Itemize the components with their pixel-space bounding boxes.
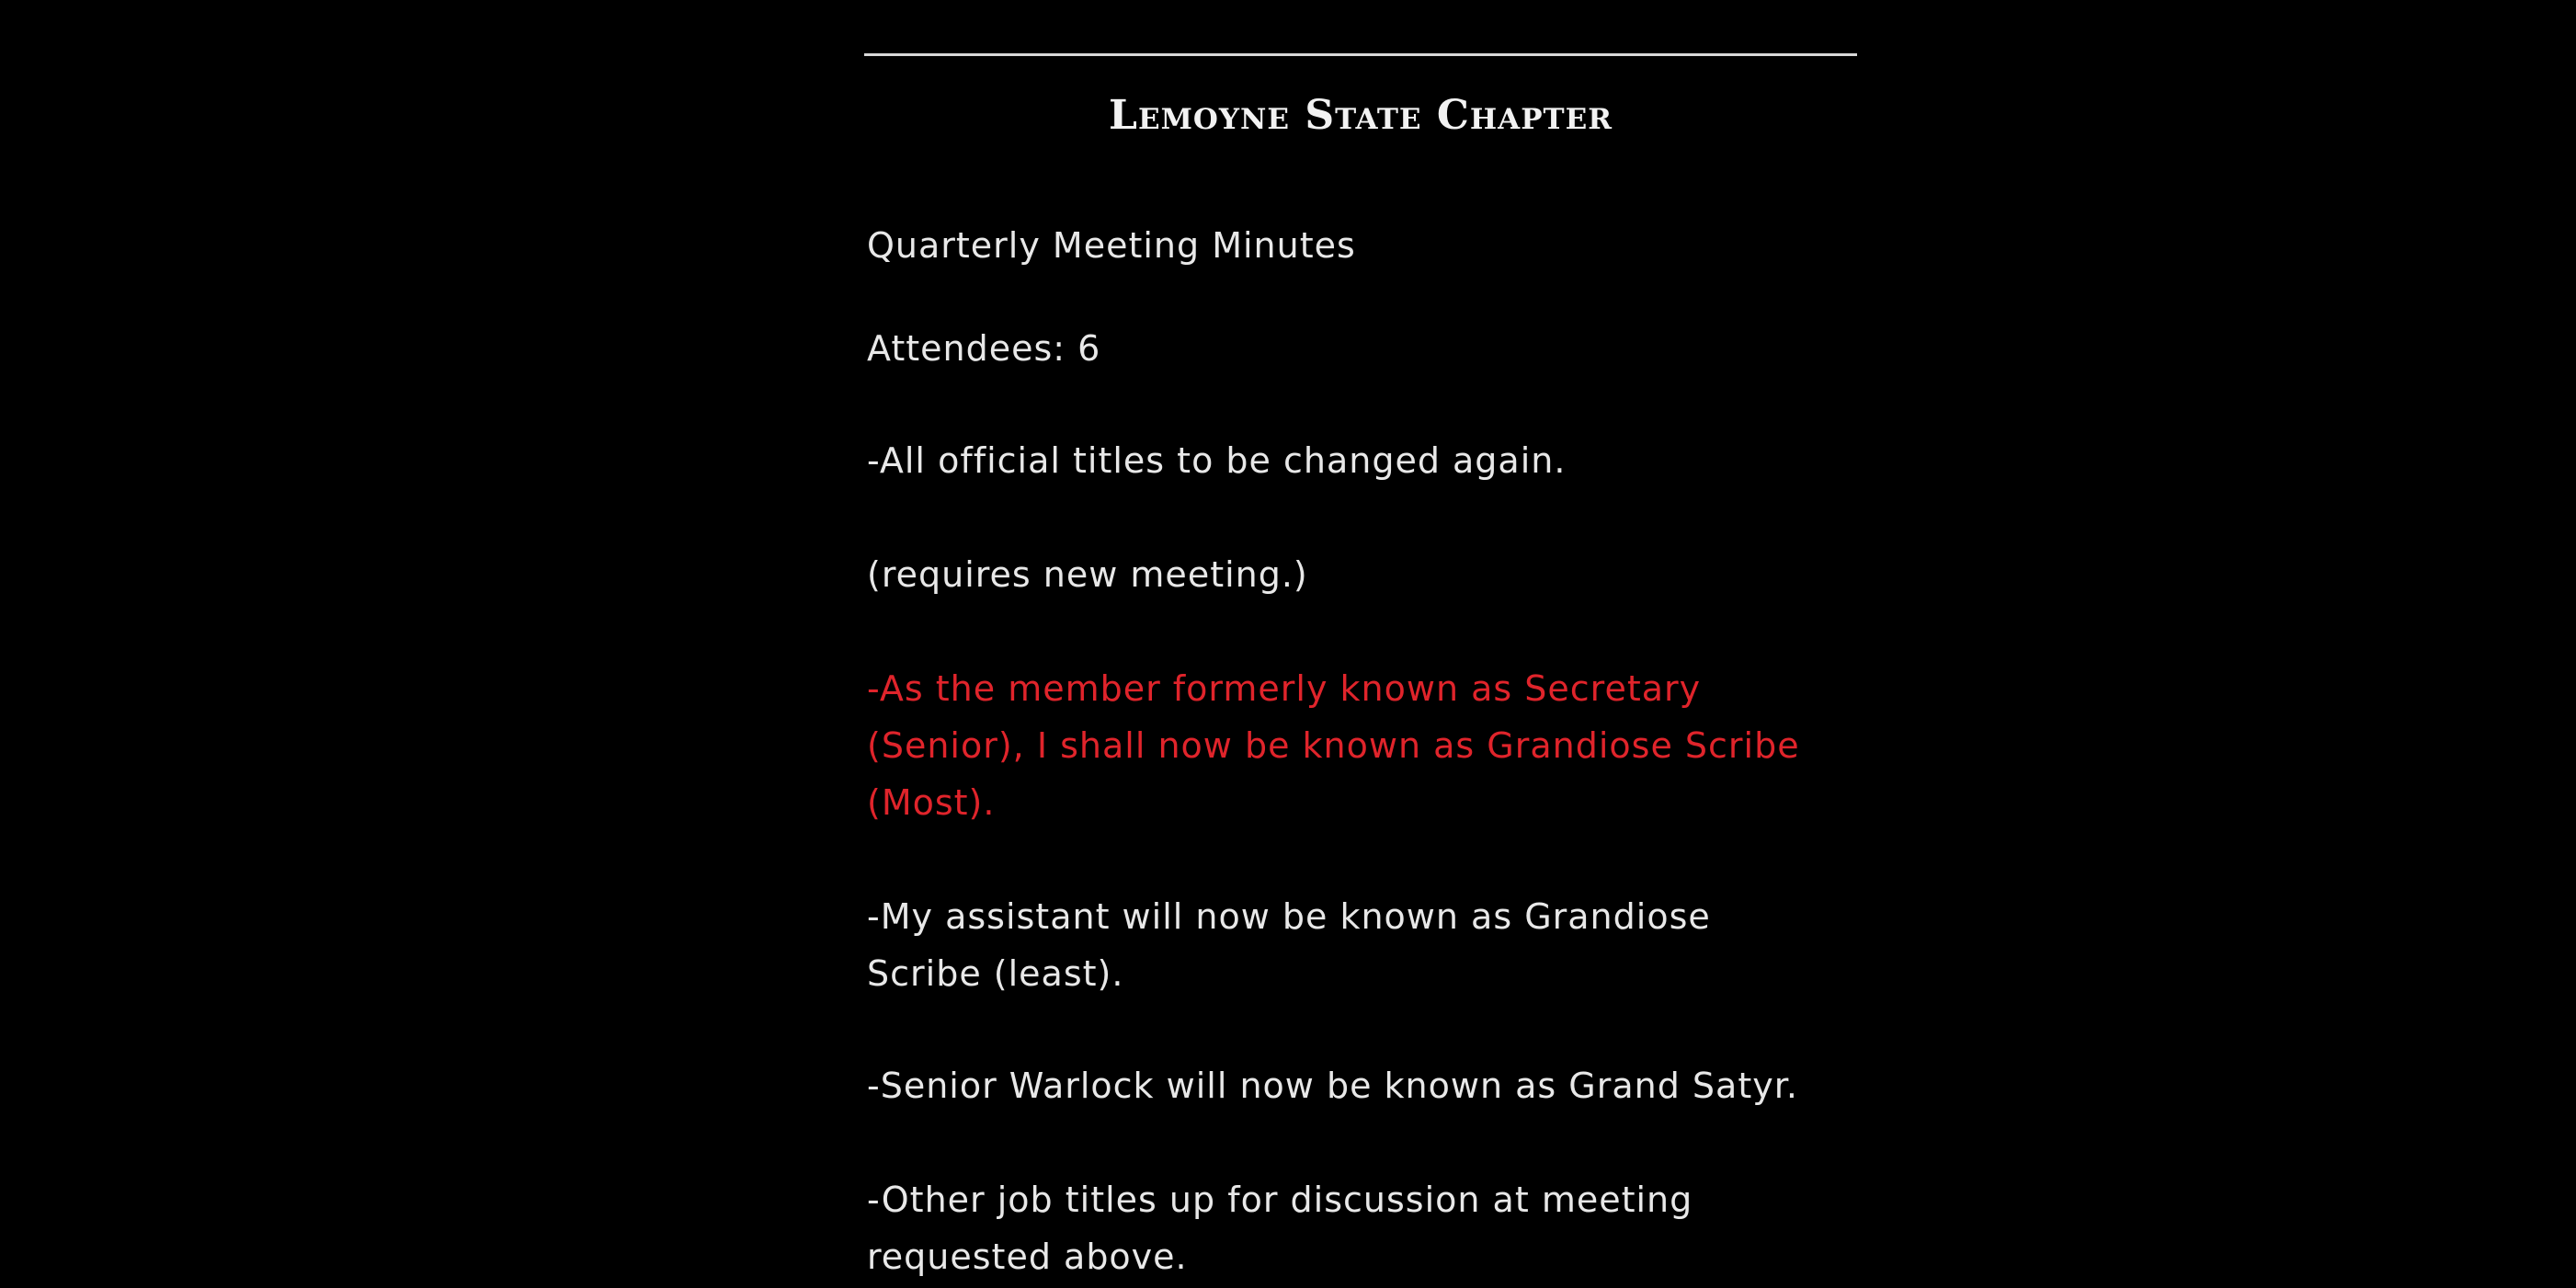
minutes-item-6-line-1: -Other job titles up for discussion at meeting xyxy=(867,1180,1693,1220)
highlighted-item-line-3: (Most). xyxy=(867,782,996,823)
document-panel xyxy=(864,53,1857,1288)
minutes-item-2-line-1: (requires new meeting.) xyxy=(867,554,1308,595)
highlighted-item-line-2: (Senior), I shall now be known as Grandiose Scribe xyxy=(867,725,1800,766)
minutes-item-1-line-1: -All official titles to be changed again. xyxy=(867,440,1567,481)
minutes-item-5-line-1: -Senior Warlock will now be known as Grand Satyr. xyxy=(867,1066,1798,1106)
minutes-item-4-line-1: -My assistant will now be known as Grandiose xyxy=(867,896,1711,937)
attendees-count: Attendees: 6 xyxy=(867,328,1101,369)
document-subtitle: Quarterly Meeting Minutes xyxy=(867,225,1356,266)
top-divider xyxy=(864,53,1857,56)
document-title: Lemoyne State Chapter xyxy=(1109,92,1613,139)
minutes-item-6-line-2: requested above. xyxy=(867,1237,1188,1277)
highlighted-item-line-1: -As the member formerly known as Secretary xyxy=(867,668,1702,709)
minutes-item-4-line-2: Scribe (least). xyxy=(867,953,1124,994)
